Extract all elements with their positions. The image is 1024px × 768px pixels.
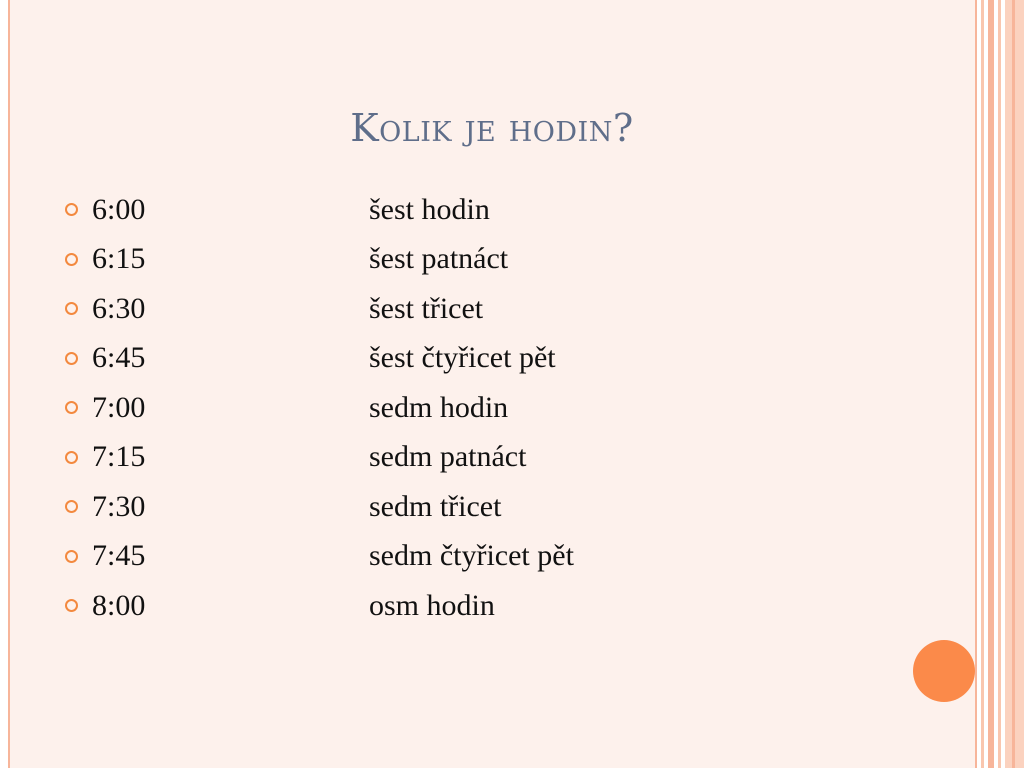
time-words: šest hodin [369,192,490,226]
right-stripe-2 [988,0,994,768]
time-value: 6:30 [92,291,146,325]
list-item [62,185,574,235]
bullet-icon [65,352,78,365]
time-words: šest třicet [369,291,484,325]
time-value: 7:30 [92,489,146,523]
bullet-icon [65,401,78,414]
time-value: 7:15 [92,440,146,474]
list-item [62,383,574,433]
bullet-icon [65,550,78,563]
bullet-icon [65,500,78,513]
time-value: 8:00 [92,588,146,622]
bullet-icon [65,203,78,216]
decorative-circle-icon [913,640,975,702]
list-item [62,433,574,483]
time-words: sedm třicet [369,489,502,523]
right-stripe-5 [1012,0,1015,768]
right-stripe-3 [998,0,1001,768]
time-words: sedm patnáct [369,440,527,474]
list-item [62,482,574,532]
list-item [62,284,574,334]
bullet-icon [65,253,78,266]
time-list [62,185,574,631]
time-words: šest čtyřicet pět [369,341,556,375]
time-value: 6:45 [92,341,146,375]
time-words: osm hodin [369,588,495,622]
time-value: 7:00 [92,390,146,424]
time-words: šest patnáct [369,242,509,276]
list-item [62,532,574,582]
time-words: sedm čtyřicet pět [369,539,574,573]
time-value: 6:15 [92,242,146,276]
slide-title: Kolik je hodin? [350,106,634,150]
bullet-icon [65,599,78,612]
list-item [62,581,574,631]
bullet-icon [65,451,78,464]
right-stripe-1 [981,0,984,768]
time-value: 6:00 [92,192,146,226]
list-item [62,235,574,285]
time-value: 7:45 [92,539,146,573]
list-item [62,334,574,384]
bullet-icon [65,302,78,315]
time-words: sedm hodin [369,390,509,424]
